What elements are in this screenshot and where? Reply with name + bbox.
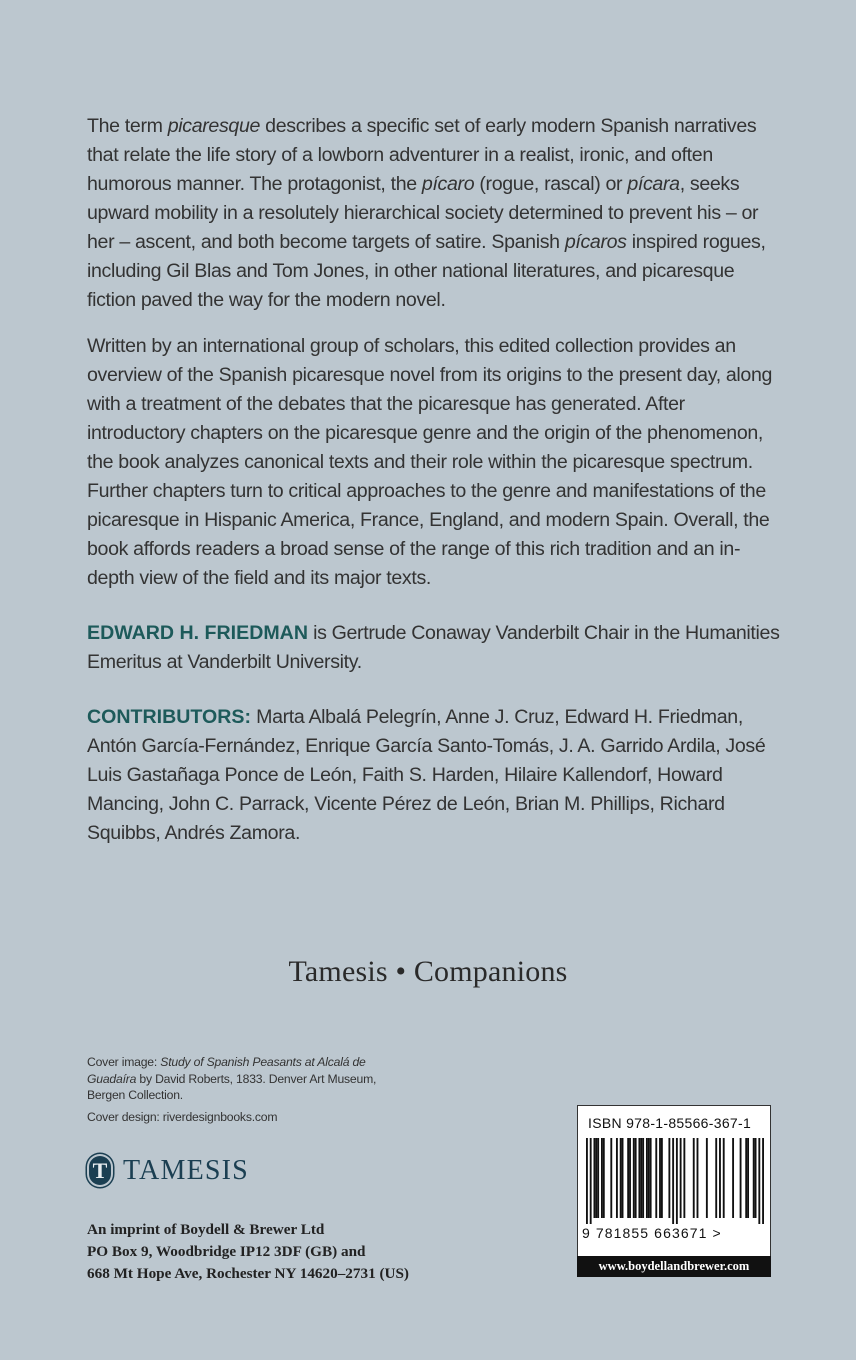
barcode-bar bbox=[601, 1138, 603, 1218]
back-cover-blurb bbox=[87, 112, 787, 865]
barcode-bar bbox=[586, 1138, 588, 1224]
editor-bio-text: is Gertrude Conaway Vanderbilt Chair in the Humanities Emeritus at Vanderbilt University. bbox=[87, 622, 780, 673]
barcode-bar bbox=[762, 1138, 764, 1224]
barcode-bar bbox=[638, 1138, 640, 1218]
barcode-bar bbox=[629, 1138, 631, 1218]
barcode-panel bbox=[577, 1105, 771, 1258]
barcode-bar bbox=[683, 1138, 685, 1218]
barcode-bar bbox=[659, 1138, 661, 1218]
text-run: describes a specific set of early modern Spanish narratives that relate the life story of a lowborn adventurer in a realist, ironic, and often humorous manner. The protagonist, the bbox=[87, 115, 757, 195]
barcode-bar bbox=[590, 1138, 592, 1224]
barcode-bar bbox=[723, 1138, 725, 1218]
barcode-bar bbox=[755, 1138, 757, 1218]
barcode-bar bbox=[648, 1138, 650, 1218]
barcode-bar bbox=[650, 1138, 652, 1218]
series-title: Tamesis • Companions bbox=[288, 955, 568, 988]
barcode-bar bbox=[747, 1138, 749, 1218]
cover-image-credit bbox=[87, 1054, 377, 1104]
address-line: 668 Mt Hope Ave, Rochester NY 14620–2731 (US) bbox=[87, 1265, 409, 1282]
text-run: Cover image: bbox=[87, 1055, 161, 1069]
barcode-bar bbox=[646, 1138, 648, 1218]
tamesis-logo-icon: T bbox=[87, 1154, 113, 1187]
barcode-digits: 9 781855 663671 > bbox=[582, 1225, 722, 1241]
address-line: An imprint of Boydell & Brewer Ltd bbox=[87, 1221, 325, 1238]
barcode-bar bbox=[593, 1138, 595, 1218]
barcode-bar bbox=[620, 1138, 622, 1218]
barcode-bar bbox=[676, 1138, 678, 1224]
italic-term: picaresque bbox=[167, 115, 261, 137]
barcode-icon bbox=[586, 1138, 764, 1224]
text-run: (rogue, rascal) or bbox=[474, 173, 628, 195]
barcode-bar bbox=[753, 1138, 755, 1218]
barcode-bar bbox=[680, 1138, 682, 1218]
publisher-website: www.boydellandbrewer.com bbox=[577, 1256, 771, 1277]
barcode-bar bbox=[758, 1138, 760, 1224]
barcode-bar bbox=[745, 1138, 747, 1218]
barcode-bar bbox=[595, 1138, 597, 1218]
italic-term: pícaros bbox=[564, 231, 627, 253]
barcode-bar bbox=[622, 1138, 624, 1218]
isbn-text: ISBN 978-1-85566-367-1 bbox=[588, 1115, 752, 1131]
cover-design-credit: Cover design: riverdesignbooks.com bbox=[87, 1109, 278, 1124]
contributors-label: CONTRIBUTORS: bbox=[87, 706, 252, 728]
barcode-bar bbox=[732, 1138, 734, 1218]
barcode-bar bbox=[640, 1138, 642, 1218]
barcode-bar bbox=[706, 1138, 708, 1218]
italic-term: Study of Spanish Peasants at Alcalá de Guadaíra bbox=[87, 1055, 366, 1086]
publisher-logo-text: TAMESIS bbox=[123, 1154, 249, 1186]
italic-term: pícaro bbox=[421, 173, 475, 195]
editor-name: EDWARD H. FRIEDMAN bbox=[87, 622, 308, 644]
barcode-bar bbox=[661, 1138, 663, 1218]
address-line: PO Box 9, Woodbridge IP12 3DF (GB) and bbox=[87, 1243, 366, 1260]
barcode-bar bbox=[633, 1138, 635, 1218]
italic-term: pícara bbox=[627, 173, 680, 195]
text-run: inspired rogues, including Gil Blas and Tom Jones, in other national literatures, and picaresque fiction paved the way for the modern novel. bbox=[87, 231, 766, 311]
barcode-bar bbox=[635, 1138, 637, 1218]
barcode-bar bbox=[693, 1138, 695, 1218]
barcode-bar bbox=[715, 1138, 717, 1218]
barcode-bar bbox=[668, 1138, 670, 1218]
publisher-logo bbox=[87, 1154, 249, 1187]
barcode-bar bbox=[627, 1138, 629, 1218]
barcode-bar bbox=[597, 1138, 599, 1218]
contributors bbox=[87, 703, 787, 848]
barcode-bar bbox=[610, 1138, 612, 1218]
barcode-bar bbox=[719, 1138, 721, 1218]
barcode-bar bbox=[603, 1138, 605, 1218]
blurb-paragraph-1 bbox=[87, 112, 787, 315]
text-run: by David Roberts, 1833. Denver Art Museum, Bergen Collection. bbox=[87, 1071, 377, 1102]
barcode-bar bbox=[655, 1138, 657, 1218]
contributors-list: Marta Albalá Pelegrín, Anne J. Cruz, Edward H. Friedman, Antón García-Fernández, Enrique García Santo-Tomás, J. A. Garrido Ardila, José Luis Gastañaga Ponce de León, Faith S. Harden, Hilaire Kallendorf, Howard Mancing, John C. Parrack, Vicente Pérez de León, Brian M. Phillips, Richard Squibbs, Andrés Zamora. bbox=[87, 706, 766, 844]
text-run: , seeks upward mobility in a resolutely hierarchical society determined to prevent his – or her – ascent, and both become targets of satire. Spanish bbox=[87, 173, 759, 253]
barcode-bar bbox=[642, 1138, 644, 1218]
barcode-bar bbox=[697, 1138, 699, 1218]
editor-bio bbox=[87, 619, 787, 677]
text-run: The term bbox=[87, 115, 168, 137]
barcode-bar bbox=[672, 1138, 674, 1224]
blurb-paragraph-2: Written by an international group of scholars, this edited collection provides an overview of the Spanish picaresque novel from its origins to the present day, along with a treatment of the debates that the picaresque has generated. After introductory chapters on the picaresque genre and the origin of the phenomenon, the book analyzes canonical texts and their role within the picaresque spectrum. Further chapters turn to critical approaches to the genre and manifestations of the picaresque in Hispanic America, France, England, and modern Spain. Overall, the book affords readers a broad sense of the range of this rich tradition and an in-depth view of the field and its major texts. bbox=[87, 335, 773, 589]
publisher-address bbox=[87, 1219, 409, 1285]
barcode-bar bbox=[740, 1138, 742, 1218]
cover-credits bbox=[87, 1054, 377, 1130]
barcode-bar bbox=[616, 1138, 618, 1218]
